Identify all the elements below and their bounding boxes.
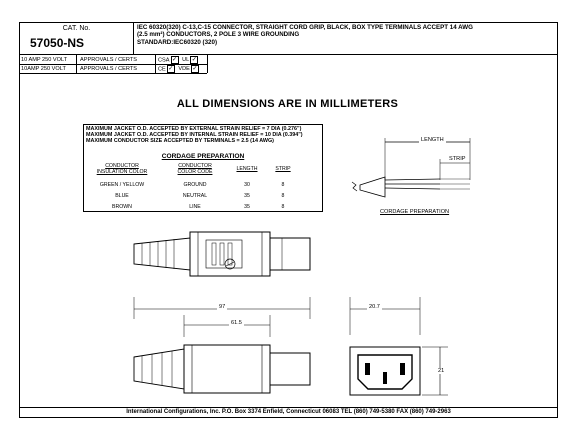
jacket-note: MAXIMUM JACKET O.D. ACCEPTED BY INTERNAL STRAIN RELIEF = 10 DIA (0.394") [86, 132, 303, 138]
cert-group [158, 65, 199, 73]
table-cell: 8 [281, 193, 285, 199]
dim-face-height: 21 [438, 368, 445, 374]
check-icon: ✓ [191, 57, 197, 63]
dim-face-width: 20.7 [369, 304, 380, 310]
strip-label: STRIP [449, 156, 466, 162]
dim-overall: 97 [219, 304, 226, 310]
description-line: IEC 60320(320) C-13,C-15 CONNECTOR, STRAIGHT CORD GRIP, BLACK, BOX TYPE TERMINALS ACCEPT 14 AWG [137, 24, 473, 31]
approvals-label: APPROVALS / CERTS [80, 57, 137, 63]
divider [76, 55, 77, 73]
cordage-table [83, 124, 323, 212]
cert-name: CE [158, 66, 166, 73]
column-header: STRIP [275, 166, 291, 172]
divider [19, 407, 558, 408]
dim-body: 61.5 [231, 320, 242, 326]
rating-text: 10AMP 250 VOLT [21, 66, 66, 72]
table-cell: 35 [244, 193, 250, 199]
table-cell: 8 [281, 204, 285, 210]
table-cell: 8 [281, 182, 285, 188]
check-icon: ✓ [192, 66, 198, 72]
table-cell: GROUND [183, 182, 207, 188]
cord-prep-caption: CORDAGE PREPARATION [380, 209, 450, 215]
divider [19, 73, 207, 74]
check-icon: ✓ [172, 57, 178, 63]
column-header: CONDUCTOR COLOR CODE [177, 163, 213, 175]
cord-prep-diagram [340, 130, 490, 220]
cert-name: UL [182, 57, 190, 64]
description-box [133, 22, 558, 55]
cat-label: CAT. No. [62, 25, 91, 32]
cert-group [158, 56, 198, 64]
catalog-number-box [19, 22, 134, 55]
rating-text: 10 AMP 250 VOLT [21, 57, 68, 63]
table-cell: LINE [189, 204, 201, 210]
column-header: CONDUCTOR INSULATION COLOR [96, 163, 148, 175]
jacket-notes [84, 125, 322, 145]
description-line: (2.5 mm²) CONDUCTORS, 2 POLE 3 WIRE GROUNDING [137, 31, 300, 39]
divider [207, 55, 208, 73]
divider [155, 55, 156, 73]
table-cell: GREEN / YELLOW [99, 182, 145, 188]
table-cell: BROWN [112, 204, 132, 210]
column-header: LENGTH [236, 166, 258, 172]
jacket-note: MAXIMUM JACKET O.D. ACCEPTED BY EXTERNAL STRAIN RELIEF = 7 DIA (0.276") [86, 126, 302, 132]
connector-side-view [120, 295, 330, 405]
connector-face-view [340, 295, 460, 405]
table-cell: 35 [244, 204, 250, 210]
connector-top-view [120, 224, 330, 284]
cat-number: 57050-NS [30, 36, 85, 50]
main-title: ALL DIMENSIONS ARE IN MILLIMETERS [176, 98, 399, 110]
cert-name: VDE [178, 66, 190, 73]
jacket-note: MAXIMUM CONDUCTOR SIZE ACCEPTED BY TERMINALS = 2.5 (14 AWG) [86, 138, 274, 144]
approvals-label: APPROVALS / CERTS [80, 66, 137, 72]
description-line: STANDARD:IEC60320 (320) [137, 38, 218, 46]
table-cell: BLUE [115, 193, 129, 199]
length-label: LENGTH [421, 137, 444, 143]
check-icon: ✓ [168, 66, 174, 72]
table-cell: NEUTRAL [182, 193, 208, 199]
cert-name: CSA [158, 57, 170, 64]
cordage-title: CORDAGE PREPARATION [161, 153, 245, 160]
table-cell: 30 [244, 182, 250, 188]
footer-text: International Configurations, Inc. P.O. Box 3374 Enfield, Connecticut 06083 TEL (860) 749-5380 FAX (860) 749-2963 [126, 409, 451, 415]
